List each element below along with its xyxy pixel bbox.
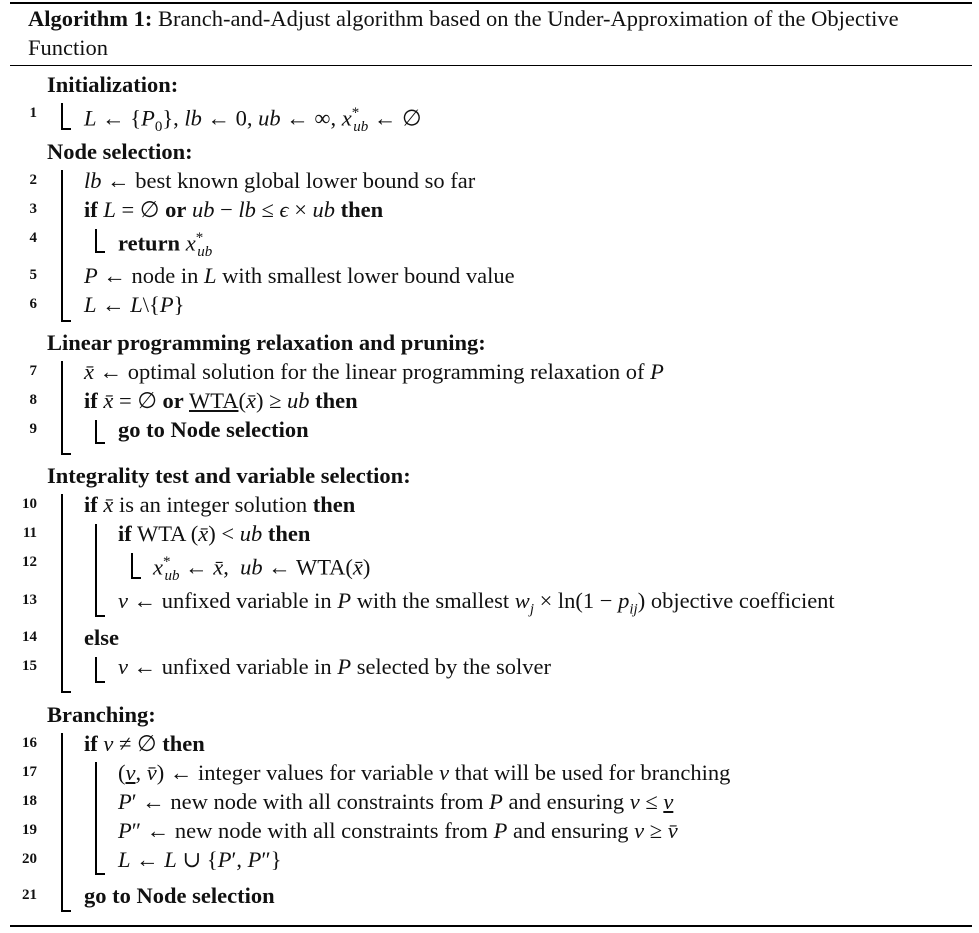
algorithm-line bbox=[0, 261, 979, 290]
algorithm-line bbox=[0, 586, 979, 618]
line-number: 18 bbox=[22, 793, 37, 809]
line-text: $x^*_{ub}$ ← x̄, ub ← WTA(x̄) bbox=[153, 554, 371, 584]
algorithm-line bbox=[0, 166, 979, 195]
line-number: 3 bbox=[29, 201, 37, 217]
block-bar bbox=[131, 553, 133, 578]
block-tail bbox=[61, 910, 71, 912]
line-number: 4 bbox=[29, 230, 37, 246]
line-number: 5 bbox=[29, 267, 37, 283]
line-number: 13 bbox=[22, 592, 37, 608]
line-number: 9 bbox=[29, 421, 37, 437]
algorithm-line bbox=[0, 758, 979, 787]
algorithm-line bbox=[0, 623, 979, 652]
block-tail bbox=[95, 615, 105, 617]
line-text: P″ ← new node with all constraints from P and ensuring v ≥ v̄ bbox=[118, 818, 678, 843]
line-number: 10 bbox=[22, 496, 37, 512]
block-tail bbox=[95, 873, 105, 875]
block-tail bbox=[95, 442, 105, 444]
line-number: 2 bbox=[29, 172, 37, 188]
line-number: 14 bbox=[22, 629, 37, 645]
line-text: go to Node selection bbox=[84, 883, 275, 908]
line-number: 1 bbox=[29, 105, 37, 121]
block-tail bbox=[131, 577, 141, 579]
line-text: if x̄ is an integer solution then bbox=[84, 492, 356, 517]
block-bar bbox=[61, 170, 63, 321]
line-text: P′ ← new node with all constraints from P and ensuring v ≤ v bbox=[118, 789, 674, 814]
block-bar bbox=[95, 420, 97, 443]
line-number: 20 bbox=[22, 851, 37, 867]
algorithm-line bbox=[0, 224, 979, 260]
algorithm-caption bbox=[28, 4, 958, 62]
caption-rule bbox=[10, 65, 972, 66]
algorithm-line bbox=[0, 290, 979, 319]
line-text: go to Node selection bbox=[118, 417, 309, 442]
line-text: return $x^*_{ub}$ bbox=[118, 230, 213, 260]
line-text: lb ← best known global lower bound so far bbox=[84, 168, 476, 193]
block-bar bbox=[95, 524, 97, 616]
line-text: if WTA (x̄) < ub then bbox=[118, 521, 311, 546]
line-number: 8 bbox=[29, 392, 37, 408]
algorithm-line bbox=[0, 195, 979, 224]
line-text: if v ≠ ∅ then bbox=[84, 731, 205, 756]
block-bar bbox=[61, 733, 63, 911]
line-number: 12 bbox=[22, 554, 37, 570]
block-bar bbox=[61, 103, 63, 129]
line-text: (v, v̄) ← integer values for variable v that will be used for branching bbox=[118, 760, 731, 785]
line-text: if L = ∅ or ub − lb ≤ ϵ × ub then bbox=[84, 197, 384, 222]
block-bar bbox=[95, 657, 97, 682]
block-tail bbox=[61, 320, 71, 322]
line-text: L ← L ∪ {P′, P″} bbox=[118, 847, 282, 872]
line-text: x̄ ← optimal solution for the linear programming relaxation of P bbox=[84, 359, 664, 384]
block-tail bbox=[61, 453, 71, 455]
algorithm-line bbox=[0, 357, 979, 386]
line-text: if x̄ = ∅ or WTA(x̄) ≥ ub then bbox=[84, 388, 358, 413]
block-tail bbox=[95, 251, 105, 253]
section-integrality: Integrality test and variable selection: bbox=[47, 463, 411, 488]
block-bar bbox=[95, 762, 97, 874]
algorithm-line bbox=[0, 415, 979, 444]
line-text: else bbox=[84, 625, 119, 650]
line-text: L ← $\{P_0\}$, lb ← 0, ub ← ∞, $x^*_{ub}$ ← ∅ bbox=[84, 105, 422, 135]
algorithm-line bbox=[0, 386, 979, 415]
block-tail bbox=[95, 681, 105, 683]
algorithm-line bbox=[0, 787, 979, 816]
line-number: 17 bbox=[22, 764, 37, 780]
line-text: P ← node in L with smallest lower bound value bbox=[84, 263, 515, 288]
bottom-rule bbox=[10, 925, 972, 927]
section-branching: Branching: bbox=[47, 702, 156, 727]
section-initialization: Initialization: bbox=[47, 72, 179, 97]
line-number: 16 bbox=[22, 735, 37, 751]
caption-label: Algorithm 1: bbox=[28, 6, 153, 31]
line-number: 21 bbox=[22, 887, 37, 903]
block-tail bbox=[61, 691, 71, 693]
algorithm-line bbox=[0, 490, 979, 519]
algorithm-line bbox=[0, 729, 979, 758]
line-text: v ← unfixed variable in P selected by the solver bbox=[118, 654, 551, 679]
algorithm-line bbox=[0, 99, 979, 135]
algorithm-line bbox=[0, 519, 979, 548]
section-lp-relaxation: Linear programming relaxation and pruning: bbox=[47, 330, 486, 355]
line-number: 11 bbox=[22, 525, 37, 541]
line-number: 19 bbox=[22, 822, 37, 838]
line-text: L ← L\{P} bbox=[84, 292, 185, 317]
algorithm-line bbox=[0, 548, 979, 584]
block-bar bbox=[95, 229, 97, 252]
line-number: 6 bbox=[29, 296, 37, 312]
caption-title: Branch-and-Adjust algorithm based on the Under-Approximation of the Objective Function bbox=[28, 6, 899, 60]
section-node-selection: Node selection: bbox=[47, 139, 193, 164]
line-number: 15 bbox=[22, 658, 37, 674]
block-tail bbox=[61, 128, 71, 130]
algorithm-line bbox=[0, 845, 979, 874]
block-bar bbox=[61, 494, 63, 692]
line-text: v ← unfixed variable in P with the smallest $w_j \times \ln(1 - p_{ij})$ objective coefficient bbox=[118, 588, 835, 618]
line-number: 7 bbox=[29, 363, 37, 379]
block-bar bbox=[61, 361, 63, 454]
algorithm-line bbox=[0, 881, 979, 910]
algorithm-line bbox=[0, 816, 979, 845]
algorithm-line bbox=[0, 652, 979, 681]
